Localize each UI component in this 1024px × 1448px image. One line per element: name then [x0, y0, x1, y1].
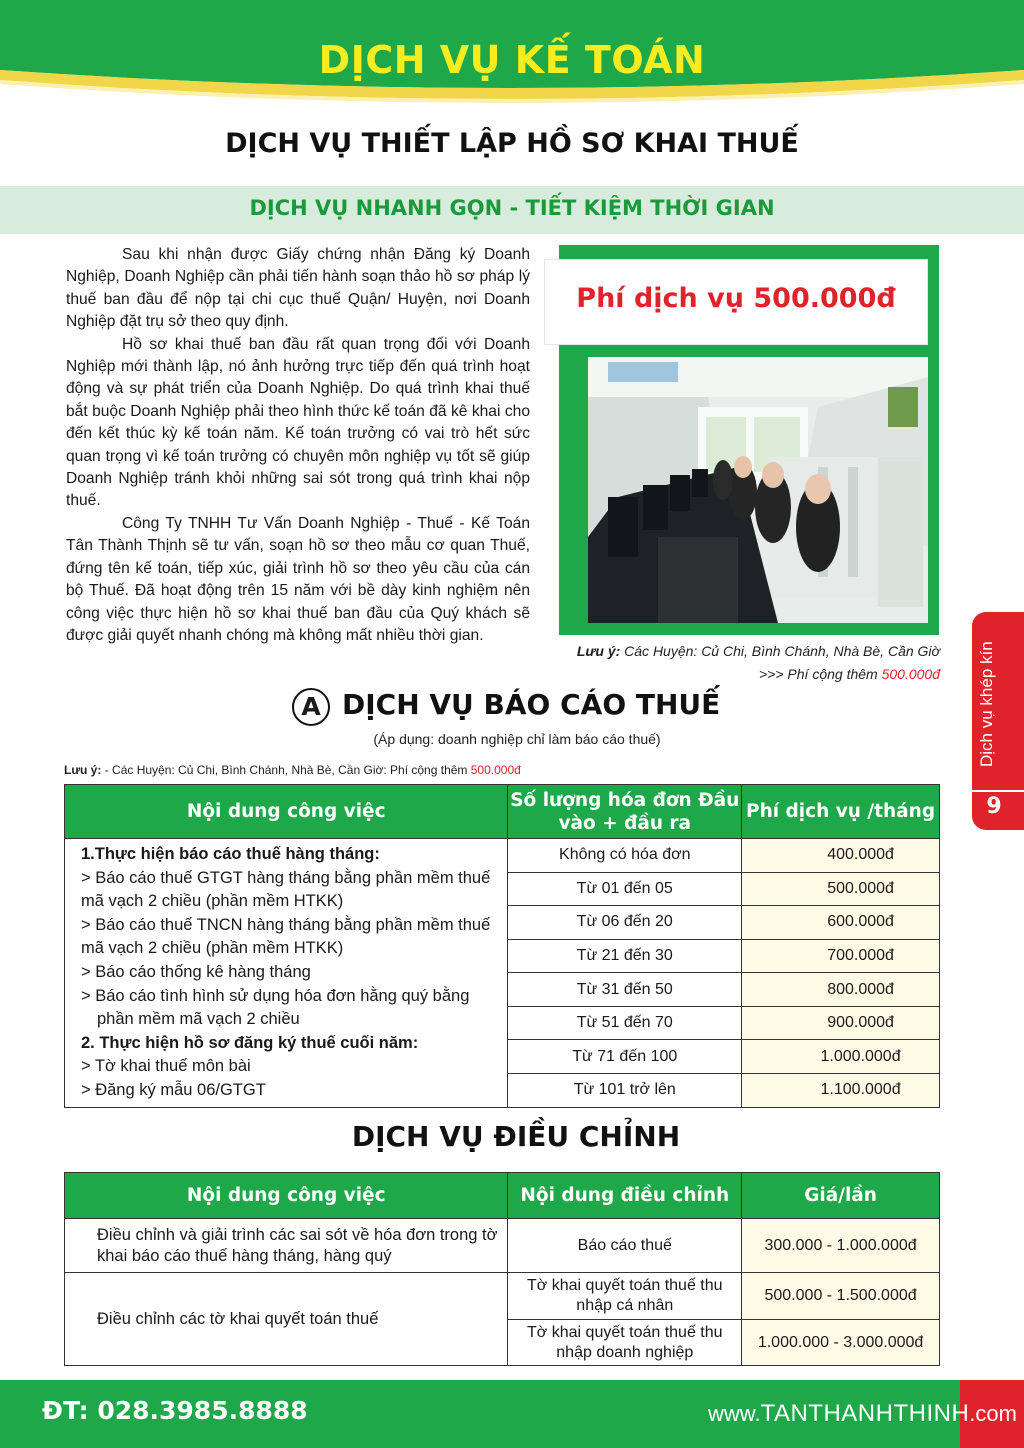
office-photo [588, 357, 928, 623]
adjustment-desc-cell: Điều chỉnh các tờ khai quyết toán thuế [65, 1273, 508, 1366]
tax-report-fee-table [64, 784, 940, 1108]
adjustment-item-cell: Tờ khai quyết toán thuế thu nhập doanh nghiệp [508, 1320, 742, 1366]
list-item: > Báo cáo tình hình sử dụng hóa đơn hằng quý bằng [81, 986, 470, 1005]
web-suffix: .com [969, 1401, 1017, 1426]
adjustment-desc-cell: Điều chỉnh và giải trình các sai sót về hóa đơn trong tờ khai báo cáo thuế hàng tháng, hàng quý [65, 1219, 508, 1273]
price-cell: 500.000 - 1.500.000đ [742, 1273, 940, 1320]
invoice-count-cell: Từ 101 trở lên [508, 1073, 742, 1107]
table-header: Nội dung công việc [65, 1173, 508, 1219]
list-item: > Đăng ký mẫu 06/GTGT [81, 1080, 266, 1099]
section-a-note [64, 763, 521, 777]
list-item: > Báo cáo thống kê hàng tháng [81, 962, 311, 981]
price-cell: 1.000.000 - 3.000.000đ [742, 1320, 940, 1366]
fee-cell: 900.000đ [742, 1006, 940, 1040]
note-outer-districts [560, 640, 940, 686]
adjustment-section-title: DỊCH VỤ ĐIỀU CHỈNH [351, 1120, 681, 1153]
list-item: > Báo cáo thuế GTGT hàng tháng bằng phần mềm thuế mã vạch 2 chiều (phần mềm HTKK) [81, 868, 491, 911]
intro-text [66, 244, 530, 647]
note-text: - Các Huyện: Củ Chi, Bình Chánh, Nhà Bè, Cần Giờ: Phí cộng thêm [101, 763, 471, 777]
invoice-count-cell: Từ 51 đến 70 [508, 1006, 742, 1040]
note-amount: 500.000đ [881, 666, 940, 682]
note-label: Lưu ý: [576, 643, 621, 659]
intro-paragraph: Sau khi nhận được Giấy chứng nhận Đăng ký Doanh Nghiệp, Doanh Nghiệp cần phải tiến hành soạn thảo hồ sơ pháp lý thuế ban đầu để nộp tại chi cục thuế Quận/ Huyện, nơi Doanh Nghiệp đặt trụ sở theo quy định. [66, 246, 530, 331]
fee-cell: 1.100.000đ [742, 1073, 940, 1107]
list-item: 2. Thực hiện hồ sơ đăng ký thuế cuối năm: [81, 1033, 419, 1052]
fee-cell: 400.000đ [742, 839, 940, 873]
invoice-count-cell: Từ 06 đến 20 [508, 906, 742, 940]
slogan-text: DỊCH VỤ NHANH GỌN - TIẾT KIỆM THỜI GIAN [249, 196, 775, 220]
invoice-count-cell: Từ 71 đến 100 [508, 1040, 742, 1074]
fee-cell: 700.000đ [742, 939, 940, 973]
page-header-title: DỊCH VỤ KẾ TOÁN [318, 38, 706, 82]
price-cell: 300.000 - 1.000.000đ [742, 1219, 940, 1273]
side-tab-label: Dịch vụ khép kín [977, 641, 996, 767]
fee-cell: 600.000đ [742, 906, 940, 940]
invoice-count-cell: Từ 21 đến 30 [508, 939, 742, 973]
work-content-cell [65, 839, 508, 1108]
side-tab-divider [972, 790, 1024, 792]
fee-text: Phí dịch vụ 500.000đ [576, 283, 896, 314]
section-letter-badge: A [292, 688, 330, 726]
list-item: phần mềm mã vạch 2 chiều [97, 1010, 300, 1029]
section-a-subtitle: (Áp dụng: doanh nghiệp chỉ làm báo cáo thuế) [373, 731, 661, 747]
list-item: 1.Thực hiện báo cáo thuế hàng tháng: [81, 845, 380, 863]
fee-cell: 800.000đ [742, 973, 940, 1007]
section-title: DỊCH VỤ THIẾT LẬP HỒ SƠ KHAI THUẾ [225, 128, 799, 159]
note-line2: >>> Phí cộng thêm [759, 666, 882, 682]
table-header: Phí dịch vụ /tháng [742, 785, 940, 839]
table-header: Số lượng hóa đơn Đầu vào + đầu ra [508, 785, 742, 839]
adjustment-item-cell: Tờ khai quyết toán thuế thu nhập cá nhân [508, 1273, 742, 1320]
footer-phone: ĐT: 028.3985.8888 [42, 1396, 308, 1425]
fee-cell: 500.000đ [742, 872, 940, 906]
note-text: Các Huyện: Củ Chi, Bình Chánh, Nhà Bè, Cần Giờ [620, 643, 940, 659]
web-main: TANTHANHTHINH [760, 1400, 970, 1427]
table-header: Nội dung điều chỉnh [508, 1173, 742, 1219]
invoice-count-cell: Từ 31 đến 50 [508, 973, 742, 1007]
list-item: > Báo cáo thuế TNCN hàng tháng bằng phần mềm thuế mã vạch 2 chiều (phần mềm HTKK) [81, 915, 491, 958]
note-label: Lưu ý: [64, 763, 102, 777]
web-prefix: www. [708, 1401, 761, 1426]
intro-paragraph: Hồ sơ khai thuế ban đầu rất quan trọng đối với Doanh Nghiệp mới thành lập, nó ảnh hưởng trực tiếp đến quá trình hoạt động và sự phát triển của Doanh Nghiệp. Do quá trình khai thuế bắt buộc Doanh Nghiệp phải theo hình thức kế toán đã kê khai cho đến kết thúc kỳ kế toán năm. Kế toán trưởng có vai trò hết sức quan trọng vì kế toán trưởng có chuyên môn nghiệp vụ tốt sẽ giúp Doanh Nghiệp tránh khỏi những sai sót trong quá trình khai nộp thuế. [66, 335, 530, 510]
page-number: 9 [986, 794, 1002, 819]
intro-paragraph: Công Ty TNHH Tư Vấn Doanh Nghiệp - Thuế - Kế Toán Tân Thành Thịnh sẽ tư vấn, soạn hồ sơ theo mẫu cơ quan Thuế, đứng tên kế toán, tiếp xúc, giải trình hồ sơ theo yêu cầu của cán bộ Thuế. Đã hoạt động trên 15 năm với bề dày kinh nghiệm nên công việc thực hiện hồ sơ khai thuế ban đầu của Quý khách sẽ được giải quyết nhanh chóng mà không mất nhiều thời gian. [66, 514, 530, 644]
adjustment-item-cell: Báo cáo thuế [508, 1219, 742, 1273]
adjustment-fee-table [64, 1172, 940, 1366]
invoice-count-cell: Từ 01 đến 05 [508, 872, 742, 906]
table-header: Giá/lần [742, 1173, 940, 1219]
section-a-title: DỊCH VỤ BÁO CÁO THUẾ [342, 688, 721, 721]
table-header: Nội dung công việc [65, 785, 508, 839]
invoice-count-cell: Không có hóa đơn [508, 839, 742, 873]
fee-cell: 1.000.000đ [742, 1040, 940, 1074]
footer-website [708, 1400, 1017, 1428]
list-item: > Tờ khai thuế môn bài [81, 1057, 251, 1076]
note-amount: 500.000đ [470, 763, 521, 777]
